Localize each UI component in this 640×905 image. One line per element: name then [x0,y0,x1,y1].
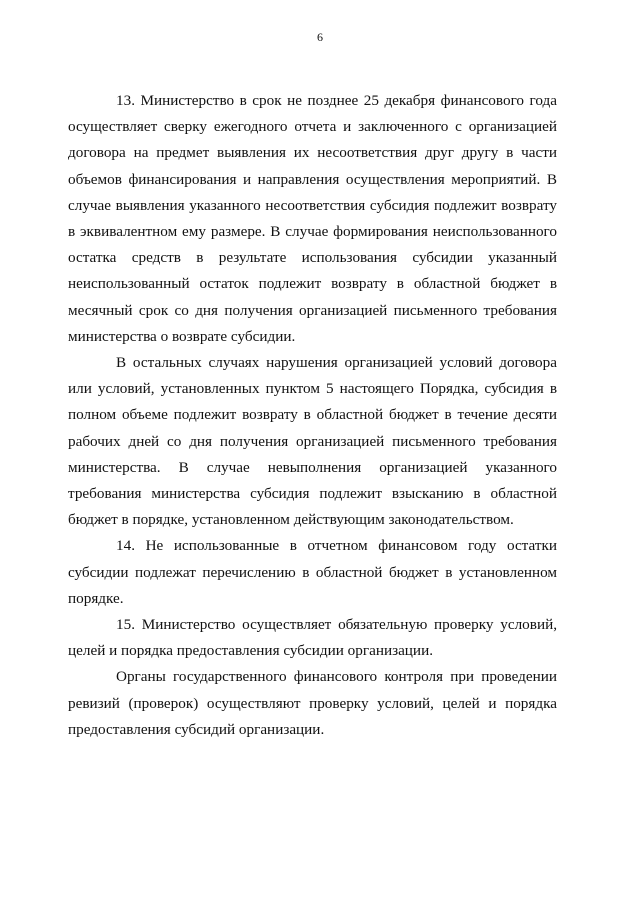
page-number: 6 [317,30,323,44]
paragraph-financial-control: Органы государственного финансового контроля при проведении ревизий (проверок) осуществляют проверку условий, целей и порядка предоставления субсидий организации. [68,668,557,738]
paragraph-other-violations: В остальных случаях нарушения организацией условий договора или условий, установленных пунктом 5 настоящего Порядка, субсидия в полном объеме подлежит возврату в областной бюджет в течение десяти рабочих дней со дня получения организацией письменного требования министерства. В случае невыполнения организацией указанного требования министерства субсидия подлежит взысканию в областной бюджет в порядке, установленном действующим законодательством. [68,354,557,529]
paragraph-item-13: 13. Министерство в срок не позднее 25 декабря финансового года осуществляет сверку ежегодного отчета и заключенного с организацией договора на предмет выявления их несоответствия друг другу в части объемов финансирования и направления осуществления мероприятий. В случае выявления указанного несоответствия субсидия подлежит возврату в эквивалентном ему размере. В случае формирования неиспользованного остатка средств в результате использования субсидии указанный неиспользованный остаток подлежит возврату в областной бюджет в месячный срок со дня получения организацией письменного требования министерства о возврате субсидии. [68,92,557,345]
paragraph-item-15: 15. Министерство осуществляет обязательную проверку условий, целей и порядка предоставления субсидии организации. [68,616,557,660]
paragraph-item-14: 14. Не использованные в отчетном финансовом году остатки субсидии подлежат перечислению в областной бюджет в установленном порядке. [68,537,557,607]
document-body [68,88,557,743]
